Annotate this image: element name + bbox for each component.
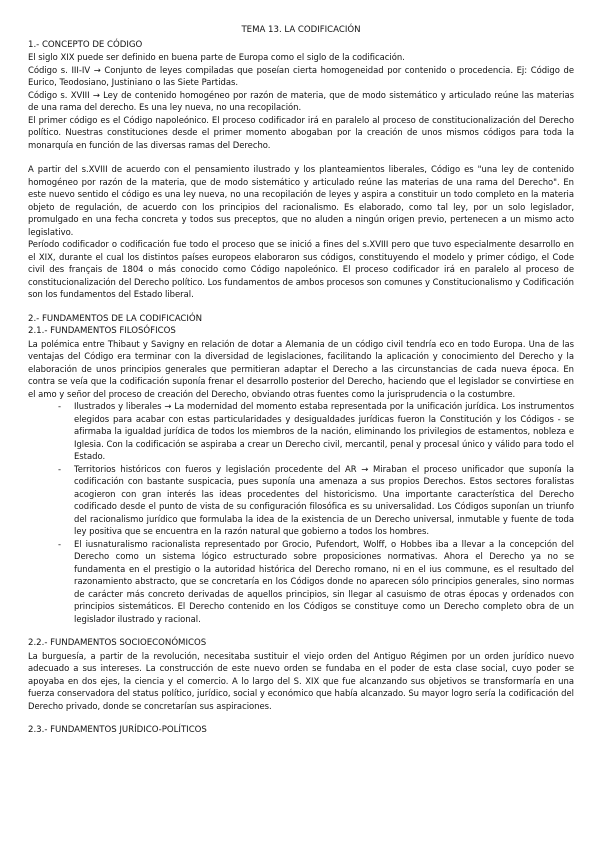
- list-item-text: Ilustrados y liberales → La modernidad del momento estaba representada por la unificación jurídica. Los instrumentos elegidos para acabar con estas particularidades y desigualdades jurídicas fueron la Constitución y los Códigos - se afirmaba la igualdad jurídica de todos los miembros de la nación, eliminando los privilegios de estamentos, nobleza e Iglesia. Con la codificación se aspiraba a crear un Derecho civil, mercantil, penal y procesal único y válido para todo el Estado.: [74, 401, 574, 461]
- paragraph: Código s. XVIII → Ley de contenido homogéneo por razón de materia, que de modo sistemático y articulado reúne las materias de una rama del derecho. Es una ley nueva, no una recopilación.: [28, 89, 574, 112]
- paragraph: La polémica entre Thibaut y Savigny en relación de dotar a Alemania de un código civil tendría eco en todo Europa. Una de las ventajas del Código era terminar con la diversidad de legislaciones, facilitando la aplicación y conocimiento del Derecho y la elaboración de unos principios generales que permitieran adaptar el Derecho a las circunstancias de cada nueva época. En contra se veía que la codificación suponía frenar el desarrollo posterior del Derecho, haciendo que el legislador se convirtiese en el amo y señor del proceso de creación del Derecho, obviando otras fuentes como la jurisprudencia o la costumbre.: [28, 338, 574, 399]
- section-2-heading: 2.- FUNDAMENTOS DE LA CODIFICACIÓN: [28, 313, 203, 324]
- bullet-list: [28, 400, 574, 625]
- subsection-2-2-heading: 2.2.- FUNDAMENTOS SOCIOECONÓMICOS: [28, 638, 207, 648]
- list-item-text: Territorios históricos con fueros y legislación procedente del AR → Miraban el proceso unificador que suponía la codificación con bastante suspicacia, pues suponía una amenaza a sus propios Derechos. Estos sectores foralistas acogieron con gran interés las ideas procedentes del historicismo. Una importante característica del Derecho codificado desde el punto de vista de su configuración filosófica es su universalidad. Los Códigos suponían un triunfo del racionalismo jurídico que formulaba la idea de la existencia de un Derecho universal, inmutable y fuente de toda ley positiva que se encuentra en la razón natural que gobierno a todos los hombres.: [74, 463, 574, 536]
- list-item-text: El iusnaturalismo racionalista representado por Grocio, Pufendort, Wolff, o Hobbes iba a llevar a la concepción del Derecho como un sistema lógico estructurado sobre proposiciones normativas. Ahora el Derecho ya no se fundamenta en el prestigio o la autoridad histórica del Derecho romano, ni en el ius commune, es el resultado del razonamiento abstracto, que se concretaría en los Códigos donde no aparecen sólo principios generales, sino normas de carácter más concreto derivadas de aquellos principios, sin llegar al casuismo de otras épocas y ordenados con principios sistemáticos. El Derecho contenido en los Códigos se constituye como un Derecho completo obra de un legislador ilustrado y racional.: [74, 538, 574, 624]
- paragraph: El siglo XIX puede ser definido en buena parte de Europa como el siglo de la codificación.: [28, 52, 405, 62]
- list-item: [58, 463, 574, 538]
- subsection-2-3-heading: 2.3.- FUNDAMENTOS JURÍDICO-POLÍTICOS: [28, 725, 207, 735]
- bullet-marker: -: [58, 463, 62, 474]
- bullet-marker: -: [58, 401, 62, 411]
- paragraph: La burguesía, a partir de la revolución, necesitaba sustituir el viejo orden del Antiguo Régimen por un orden jurídico nuevo adecuado a sus intereses. La construcción de este nuevo orden se fundaba en el poder de esta clase social, cuyo poder se apoyaba en dos ejes, la ciencia y el comercio. A lo largo del S. XIX que fue alcanzando sus objetivos se transformaría en una fuerza conservadora del status político, jurídico, social y económico que había alcanzado. Su mayor logro sería la codificación del Derecho privado, donde se concretarían sus aspiraciones.: [28, 650, 574, 711]
- list-item: [58, 538, 574, 626]
- paragraph: A partir del s.XVIII de acuerdo con el pensamiento ilustrado y los planteamientos liberales, Código es "una ley de contenido homogéneo por razón de la materia, que de modo sistemático y articulado reúne las materias de una rama del Derecho". En este nuevo sentido el código es una ley nueva, no una recopilación de leyes y aspira a constituir un todo completo en la materia objeto de regulación, de acuerdo con los principios del racionalismo. Es elaborado, como tal ley, por un solo legislador, promulgado en una fecha concreta y todos sus preceptos, que no aluden a ningún origen previo, pertenecen a un mismo acto legislativo.: [28, 164, 574, 237]
- spacer: [28, 301, 574, 313]
- section-1-heading: 1.- CONCEPTO DE CÓDIGO: [28, 39, 143, 50]
- spacer: [28, 151, 574, 163]
- document-title: TEMA 13. LA CODIFICACIÓN: [241, 25, 361, 35]
- paragraph: El primer código es el Código napoleónico. El proceso codificador irá en paralelo al proceso de constitucionalización del Derecho político. Nuestras constituciones desde el primer momento abogaban por la creación de unos mismos códigos para toda la monarquía en función de las diversas ramas del Derecho.: [28, 114, 574, 150]
- bullet-marker: -: [58, 538, 62, 549]
- spacer: [28, 712, 574, 724]
- paragraph: Código s. III-IV → Conjunto de leyes compiladas que poseían cierta homogeneidad por contenido o procedencia. Ej: Código de Eurico, Teodosiano, Justiniano o las Siete Partidas.: [28, 64, 574, 87]
- list-item: [58, 400, 574, 463]
- paragraph: Período codificador o codificación fue todo el proceso que se inició a fines del s.XVIII pero que tuvo especialmente desarrollo en el XIX, durante el cual los distintos países europeos elaboraron sus códigos, constituyendo el modelo y primer código, el Code civil des français de 1804 o más conocido como Código napoleónico. El proceso codificador irá en paralelo al proceso de constitucionalización del Derecho político. Los fundamentos de ambos procesos son comunes y Constitucionalismo y Codificación son los fundamentos del Estado liberal.: [28, 239, 574, 299]
- spacer: [28, 625, 574, 637]
- subsection-2-1-heading: 2.1.- FUNDAMENTOS FILOSÓFICOS: [28, 326, 176, 336]
